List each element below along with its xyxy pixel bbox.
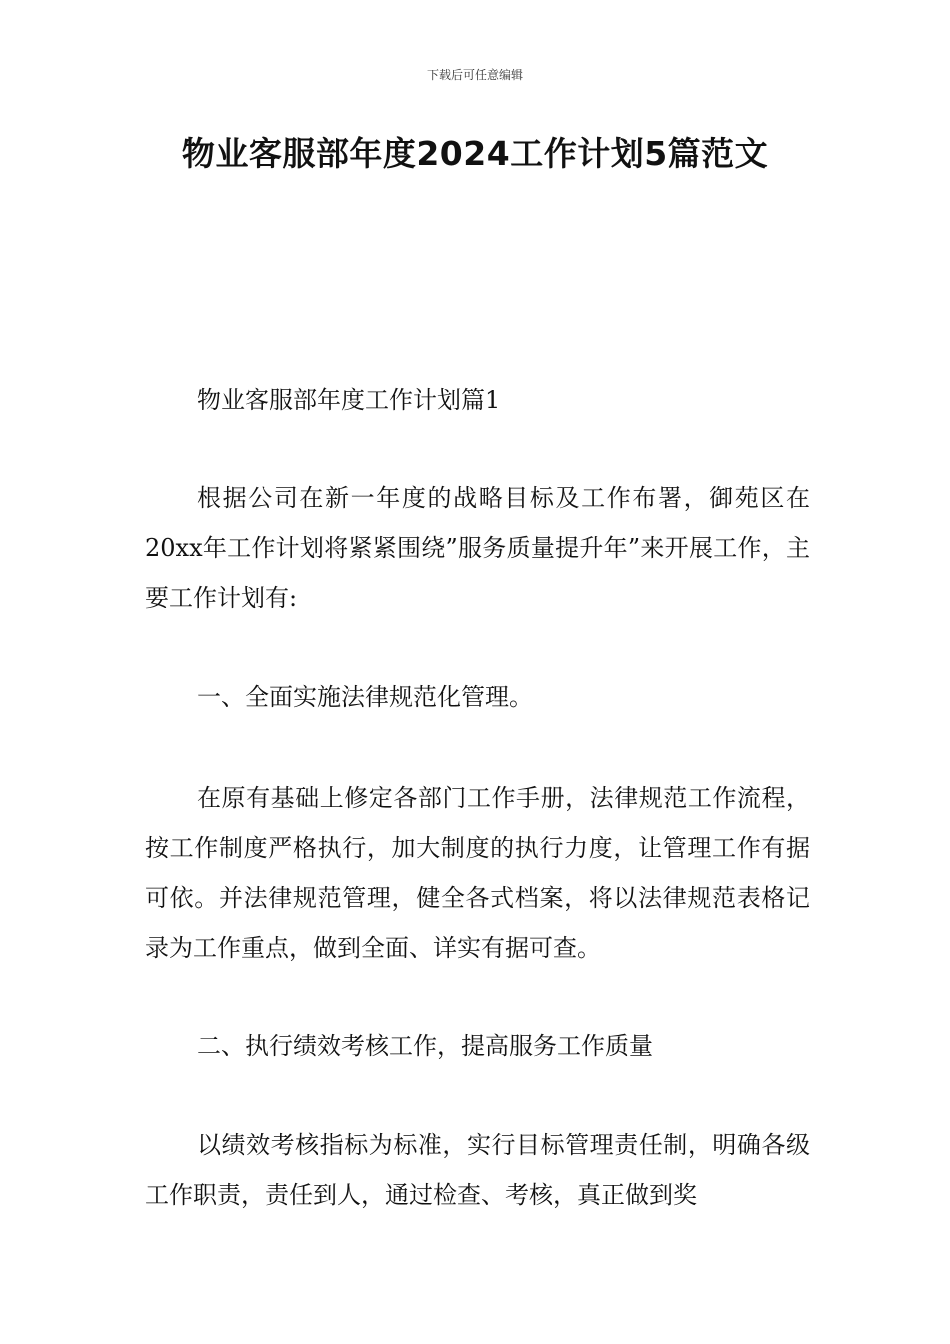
header-note: 下载后可任意编辑 bbox=[426, 68, 523, 82]
section-heading-2: 二、执行绩效考核工作，提高服务工作质量 bbox=[197, 1032, 653, 1060]
section-heading-1: 一、全面实施法律规范化管理。 bbox=[197, 683, 533, 711]
paragraph-intro: 根据公司在新一年度的战略目标及工作布署，御苑区在20xx年工作计划将紧紧围绕”服务质量提升年”来开展工作，主要工作计划有: bbox=[145, 484, 810, 612]
paragraph-section-1: 在原有基础上修定各部门工作手册，法律规范工作流程，按工作制度严格执行，加大制度的执行力度，让管理工作有据可依。并法律规范管理，健全各式档案，将以法律规范表格记录为工作重点，做到全面、详实有据可查。 bbox=[145, 784, 810, 962]
document-title: 物业客服部年度2024工作计划5篇范文 bbox=[181, 134, 769, 173]
paragraph-section-2: 以绩效考核指标为标准，实行目标管理责任制，明确各级工作职责，责任到人，通过检查、考核，真正做到奖 bbox=[145, 1131, 810, 1209]
subtitle-heading: 物业客服部年度工作计划篇1 bbox=[197, 386, 501, 414]
